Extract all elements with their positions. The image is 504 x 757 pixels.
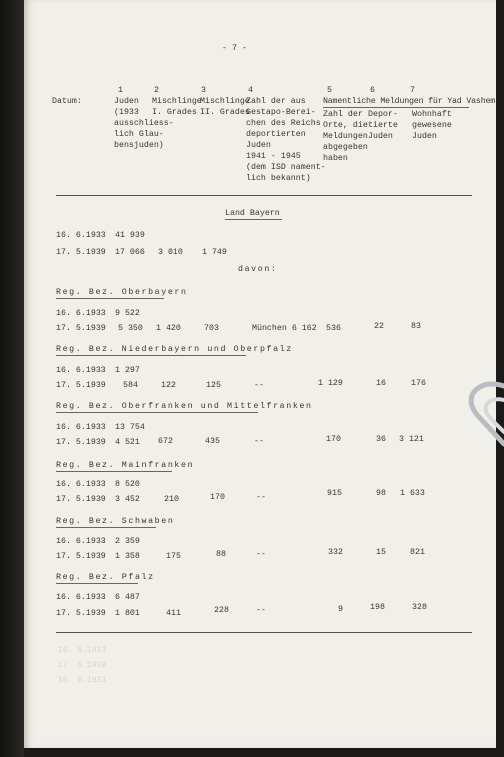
region-juden-1939: 4 521: [115, 438, 140, 447]
header-datum: Datum:: [52, 97, 82, 106]
region-block: [24, 517, 496, 574]
region-mischlinge2: 435: [205, 437, 220, 446]
region-juden-1939: 1 801: [115, 609, 140, 618]
region-depor-juden: 36: [376, 435, 386, 444]
header-col7-line: gewesene: [412, 121, 452, 130]
header-col7-number: 7: [410, 86, 415, 95]
region-mischlinge2: 228: [214, 606, 229, 615]
bleed-through-mark: 16. 6.1933: [58, 646, 107, 655]
region-juden-1939: 3 452: [115, 495, 140, 504]
region-underline: [56, 412, 258, 413]
land-title-underline: [225, 219, 282, 220]
header-col2-number: 2: [154, 86, 159, 95]
region-depor-juden: 16: [376, 379, 386, 388]
region-orte: 915: [327, 489, 342, 498]
header-rule: [56, 195, 472, 196]
region-depor-juden: 22: [374, 322, 384, 331]
region-depor-juden: 98: [376, 489, 386, 498]
region-name: Reg. Bez. Schwaben: [56, 517, 175, 526]
region-wohnhaft: 1 633: [400, 489, 425, 498]
region-name: Reg. Bez. Mainfranken: [56, 461, 195, 470]
region-juden-1939: 1 358: [115, 552, 140, 561]
region-date-1939: 17. 5.1939: [56, 552, 106, 561]
header-col4-line: Juden: [246, 141, 271, 150]
region-juden-1933: 1 297: [115, 366, 140, 375]
header-col6-line: Depor-: [368, 110, 398, 119]
region-orte: 170: [326, 435, 341, 444]
region-block: [24, 288, 496, 345]
region-date-1933: 16. 6.1933: [56, 537, 106, 546]
header-col4-line: (dem ISD nament-: [246, 163, 326, 172]
region-depor-juden: 198: [370, 603, 385, 612]
region-date-1939: 17. 5.1939: [56, 324, 106, 333]
region-orte: 536: [326, 324, 341, 333]
region-deportiert: --: [256, 493, 266, 502]
region-name: Reg. Bez. Oberfranken und Mittelfranken: [56, 402, 313, 411]
region-deportiert: --: [256, 550, 266, 559]
region-date-1939: 17. 5.1939: [56, 609, 106, 618]
region-mischlinge1: 122: [161, 381, 176, 390]
davon-label: davon:: [238, 265, 278, 274]
region-mischlinge1: 672: [158, 437, 173, 446]
header-col4-line: Zahl der aus: [246, 97, 306, 106]
region-underline: [56, 527, 156, 528]
region-wohnhaft: 83: [411, 322, 421, 331]
region-date-1933: 16. 6.1933: [56, 423, 106, 432]
header-col4-line: Gestapo-Berei-: [246, 108, 316, 117]
header-col2-line: Mischlinge: [152, 97, 202, 106]
region-underline: [56, 298, 164, 299]
region-underline: [56, 583, 138, 584]
region-underline: [56, 471, 172, 472]
header-col6-number: 6: [370, 86, 375, 95]
scanner-edge: [0, 0, 24, 757]
bleed-through-mark: 17. 5.1939: [58, 661, 107, 670]
region-juden-1933: 8 520: [115, 480, 140, 489]
header-col4-line: lich bekannt): [246, 174, 311, 183]
region-mischlinge2: 170: [210, 493, 225, 502]
region-name: Reg. Bez. Oberbayern: [56, 288, 188, 297]
region-date-1939: 17. 5.1939: [56, 381, 106, 390]
header-span-underline: [323, 107, 469, 108]
region-block: [24, 573, 496, 630]
region-deportiert: --: [256, 606, 266, 615]
land-date-1939: 17. 5.1939: [56, 248, 106, 257]
bleed-through-mark: 16. 6.1933: [58, 676, 107, 685]
region-underline: [56, 355, 246, 356]
region-juden-1933: 6 487: [115, 593, 140, 602]
header-col1-line: ausschliess-: [114, 119, 174, 128]
land-mischlinge1-1939: 3 010: [158, 248, 183, 257]
region-orte: 9: [338, 605, 343, 614]
region-date-1933: 16. 6.1933: [56, 480, 106, 489]
region-deportiert: München 6 162: [252, 324, 317, 333]
land-juden-1933: 41 939: [115, 231, 145, 240]
page-number: - 7 -: [222, 44, 247, 53]
header-col3-line: Mischlinge: [200, 97, 250, 106]
region-date-1933: 16. 6.1933: [56, 309, 106, 318]
header-col6-line: tierte: [368, 121, 398, 130]
header-col4-line: 1941 - 1945: [246, 152, 301, 161]
region-name: Reg. Bez. Pfalz: [56, 573, 155, 582]
region-block: [24, 461, 496, 518]
region-block: [24, 402, 496, 459]
header-col4-number: 4: [248, 86, 253, 95]
header-col7-line: Juden: [412, 132, 437, 141]
header-col6-line: Juden: [368, 132, 393, 141]
region-wohnhaft: 3 121: [399, 435, 424, 444]
region-wohnhaft: 328: [412, 603, 427, 612]
region-juden-1933: 9 522: [115, 309, 140, 318]
land-date-1933: 16. 6.1933: [56, 231, 106, 240]
region-date-1933: 16. 6.1933: [56, 593, 106, 602]
header-col1-number: 1: [118, 86, 123, 95]
header-col4-line: chen des Reichs: [246, 119, 321, 128]
region-date-1939: 17. 5.1939: [56, 495, 106, 504]
region-orte: 332: [328, 548, 343, 557]
header-col5-line: abgegeben: [323, 143, 368, 152]
header-col3-number: 3: [201, 86, 206, 95]
header-col5-line: haben: [323, 154, 348, 163]
region-orte: 1 129: [318, 379, 343, 388]
region-deportiert: --: [254, 381, 264, 390]
land-title: Land Bayern: [225, 209, 280, 218]
header-col5-line: Meldungen: [323, 132, 368, 141]
region-depor-juden: 15: [376, 548, 386, 557]
header-col5-line: Zahl der: [323, 110, 363, 119]
header-col1-line: bensjuden): [114, 141, 164, 150]
region-wohnhaft: 176: [411, 379, 426, 388]
header-span-heading: Namentliche Meldungen für Yad Vashem: [323, 97, 496, 106]
region-block: [24, 345, 496, 402]
region-juden-1939: 584: [123, 381, 138, 390]
header-col5-line: Orte, die: [323, 121, 368, 130]
header-col7-line: Wohnhaft: [412, 110, 452, 119]
region-juden-1933: 2 359: [115, 537, 140, 546]
region-mischlinge1: 175: [166, 552, 181, 561]
land-mischlinge2-1939: 1 749: [202, 248, 227, 257]
region-juden-1933: 13 754: [115, 423, 145, 432]
region-date-1933: 16. 6.1933: [56, 366, 106, 375]
region-mischlinge2: 703: [204, 324, 219, 333]
region-mischlinge2: 125: [206, 381, 221, 390]
region-name: Reg. Bez. Niederbayern und Oberpfalz: [56, 345, 293, 354]
region-mischlinge1: 1 420: [156, 324, 181, 333]
header-col4-line: deportierten: [246, 130, 306, 139]
region-deportiert: --: [254, 437, 264, 446]
header-col1-line: Juden: [114, 97, 139, 106]
region-mischlinge1: 411: [166, 609, 181, 618]
region-date-1939: 17. 5.1939: [56, 438, 106, 447]
header-col1-line: (1933: [114, 108, 139, 117]
header-col3-line: II. Grades: [200, 108, 250, 117]
bottom-rule: [56, 632, 472, 633]
header-col5-number: 5: [327, 86, 332, 95]
document-page: [24, 0, 496, 748]
paper-clip-icon: [458, 378, 504, 448]
header-col1-line: lich Glau-: [114, 130, 164, 139]
region-wohnhaft: 821: [410, 548, 425, 557]
region-mischlinge1: 210: [164, 495, 179, 504]
region-mischlinge2: 88: [216, 550, 226, 559]
region-juden-1939: 5 350: [118, 324, 143, 333]
land-juden-1939: 17 066: [115, 248, 145, 257]
header-col2-line: I. Grades: [152, 108, 197, 117]
